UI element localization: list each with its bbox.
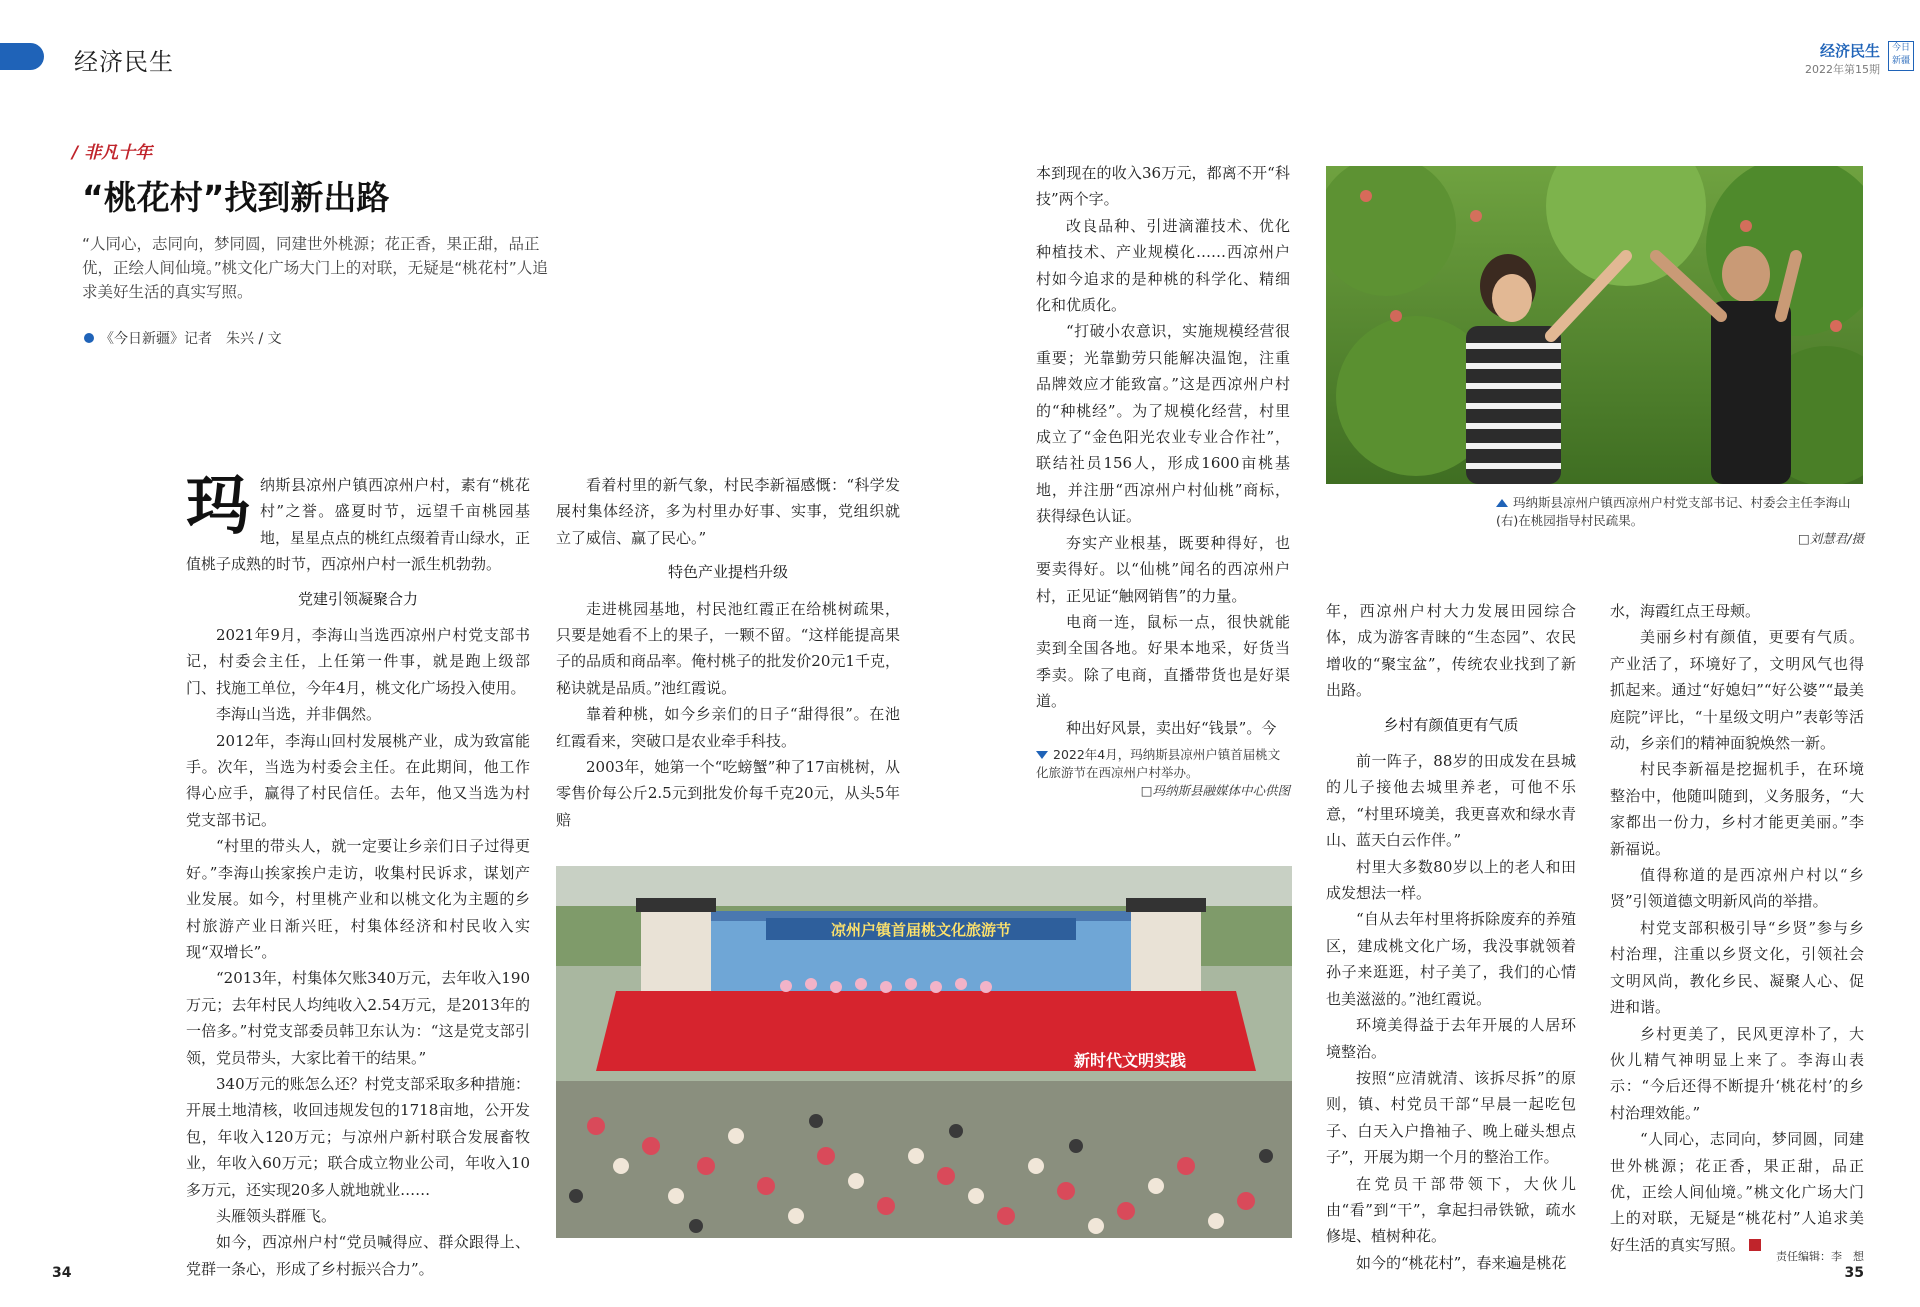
photo-festival-image <box>556 866 1292 1238</box>
subheading-village-style: 乡村有颜值更有气质 <box>1383 715 1519 734</box>
paragraph: 看着村里的新气象，村民李新福感慨：“科学发展村集体经济，多为村里办好事、实事，党组织就立了威信、赢了民心。” <box>556 476 900 547</box>
paragraph: 2021年9月，李海山当选西凉州户村党支部书记，村委会主任，上任第一件事，就是跑上级部门、找施工单位，今年4月，桃文化广场投入使用。 <box>186 626 530 697</box>
page-number-left: 34 <box>52 1265 72 1281</box>
paragraph: 电商一连，鼠标一点，很快就能卖到全国各地。好果本地采，好货当季卖。除了电商，直播带货也是好渠道。 <box>1036 612 1290 711</box>
caption-pointer-icon <box>1036 751 1048 759</box>
subheading-party-building: 党建引领凝聚合力 <box>297 589 418 608</box>
paragraph: 李海山当选，并非偶然。 <box>216 705 382 724</box>
paragraph: “村里的带头人，就一定要让乡亲们日子过得更好。”李海山挨家挨户走访，收集村民诉求，谋划产业发展。如今，村里桃产业和以桃文化为主题的乡村旅游产业日渐兴旺，村集体经济和村民收入实现“双增长”。 <box>186 837 530 961</box>
byline-dot-icon <box>84 333 94 343</box>
masthead-issue: 2022年第15期 <box>1805 63 1880 76</box>
photo-peach-orchard <box>1326 166 1863 484</box>
paragraph: 种出好风景，卖出好“钱景”。今 <box>1066 718 1277 737</box>
masthead-section: 经济民生 <box>1819 42 1880 60</box>
article-column-2 <box>556 472 900 833</box>
paragraph: 走进桃园基地，村民池红霞正在给桃树疏果，只要是她看不上的果子，一颗不留。“这样能提高果子的品质和商品率。俺村桃子的批发价20元1千克，秘诀就是品质。”池红霞说。 <box>556 599 900 697</box>
article-column-1 <box>186 469 531 1282</box>
photo1-credit: □刘慧君/摄 <box>1797 531 1864 546</box>
page-number-right: 35 <box>1844 1265 1864 1281</box>
paragraph: 前一阵子，88岁的田成发在县城的儿子接他去城里养老，可他不乐意，“村里环境美，我更喜欢和绿水青山、蓝天白云作伴。” <box>1326 752 1576 850</box>
magazine-logo-badge: 今日 新疆 <box>1888 41 1914 71</box>
article-column-4 <box>1326 598 1576 1276</box>
photo1-caption: 玛纳斯县凉州户镇西凉州户村党支部书记、村委会主任李海山(右)在桃园指导村民疏果。 □刘慧君/摄 <box>1496 495 1864 546</box>
photo2-caption: 2022年4月，玛纳斯县凉州户镇首届桃文化旅游节在西凉州户村举办。 □玛纳斯县融媒体中心供图 <box>1036 747 1290 798</box>
paragraph: 美丽乡村有颜值，更要有气质。产业活了，环境好了，文明风气也得抓起来。通过“好媳妇”“好公婆”“最美庭院”评比，“十星级文明户”表彰等活动，乡亲们的精神面貌焕然一新。 <box>1610 628 1864 753</box>
paragraph: 本到现在的收入36万元，都离不开“科技”两个字。 <box>1036 164 1290 209</box>
kicker-slash-icon: / <box>72 143 79 163</box>
editor-credit: 责任编辑：李 想 <box>1776 1250 1864 1263</box>
paragraph: 在党员干部带领下，大伙儿由“看”到“干”，拿起扫帚铁锨，疏水修堤、植树种花。 <box>1326 1174 1576 1246</box>
photo-orchard-image <box>1326 166 1863 484</box>
paragraph: “自从去年村里将拆除废弃的养殖区，建成桃文化广场，我没事就领着孙子来逛逛，村子美了，我们的心情也美滋滋的。”池红霞说。 <box>1326 910 1576 1008</box>
photo-peach-festival <box>556 866 1292 1238</box>
paragraph: 水，海霞红点王母颊。 <box>1610 602 1761 620</box>
paragraph: 如今的“桃花村”，春来遍是桃花 <box>1356 1253 1567 1272</box>
section-title-left: 经济民生 <box>74 48 174 76</box>
article-kicker: / 非凡十年 <box>72 143 153 163</box>
paragraph: 2012年，李海山回村发展桃产业，成为致富能手。次年，当选为村委会主任。在此期间，他工作得心应手，赢得了村民信任。去年，他又当选为村党支部书记。 <box>186 731 530 829</box>
article-column-5 <box>1610 598 1864 1258</box>
paragraph: 改良品种、引进滴灌技术、优化种植技术、产业规模化……西凉州户村如今追求的是种桃的科学化、精细化和优质化。 <box>1036 216 1290 315</box>
paragraph: 值得称道的是西凉州户村以“乡贤”引领道德文明新风尚的举措。 <box>1610 866 1864 911</box>
article-end-mark-icon <box>1749 1239 1761 1251</box>
paragraph: “打破小农意识，实施规模经营很重要；光靠勤劳只能解决温饱，注重品牌效应才能致富。”这是西凉州户村的“种桃经”。为了规模化经营，村里成立了“金色阳光农业专业合作社”，联结社员156人，形成1600亩桃基地，并注册“西凉州户村仙桃”商标，获得绿色认证。 <box>1036 322 1290 526</box>
article-byline: 《今日新疆》记者 朱兴 / 文 <box>84 328 282 348</box>
paragraph: 村党支部积极引导“乡贤”参与乡村治理，注重以乡贤文化，引领社会文明风尚，教化乡民、凝聚人心、促进和谐。 <box>1610 918 1864 1017</box>
paragraph: 村民李新福是挖掘机手，在环境整治中，他随叫随到，义务服务，“大家都出一份力，乡村才能更美丽。”李新福说。 <box>1610 760 1864 858</box>
paragraph: 头雁领头群雁飞。 <box>216 1206 337 1225</box>
paragraph: 村里大多数80岁以上的老人和田成发想法一样。 <box>1326 857 1576 903</box>
caption-pointer-icon <box>1496 499 1508 507</box>
paragraph: 2003年，她第一个“吃螃蟹”种了17亩桃树，从零售价每公斤2.5元到批发价每千克20元，从头5年赔 <box>556 758 900 829</box>
article-lead: “人同心，志同向，梦同圆，同建世外桃源；花正香，果正甜，品正优，正绘人间仙境。”桃文化广场大门上的对联，无疑是“桃花村”人追求美好生活的真实写照。 <box>82 235 548 301</box>
civilization-sign-text: 新时代文明实践 <box>1073 1051 1186 1070</box>
paragraph: “2013年，村集体欠账340万元，去年收入190万元；去年村民人均纯收入2.54万元，是2013年的一倍多。”村党支部委员韩卫东认为：“这是党支部引领，党员带头，大家比着干的结果。” <box>186 969 530 1067</box>
festival-banner-text: 凉州户镇首届桃文化旅游节 <box>830 921 1012 939</box>
paragraph: 340万元的账怎么还？村党支部采取多种措施：开展土地清核，收回违规发包的1718亩地，公开发包，年收入120万元；与凉州户新村联合发展畜牧业，年收入60万元；联合成立物业公司，年收入10多万元，还实现20多人就地就业…… <box>186 1074 530 1199</box>
article-title: “桃花村”找到新出路 <box>82 178 390 217</box>
masthead <box>1805 40 1880 77</box>
article-column-3 <box>1036 160 1290 741</box>
paragraph: 按照“应清就清、该拆尽拆”的原则，镇、村党员干部“早晨一起吃包子、白天入户撸袖子、晚上碰头想点子”，开展为期一个月的整治工作。 <box>1326 1068 1576 1167</box>
section-tab-marker <box>0 43 44 70</box>
subheading-industry-upgrade: 特色产业提档升级 <box>667 563 788 582</box>
paragraph: “人同心，志同向，梦同圆，同建世外桃源；花正香，果正甜，品正优，正绘人间仙境。”桃文化广场大门上的对联，无疑是“桃花村”人追求美好生活的真实写照。 <box>1610 1130 1864 1254</box>
photo2-credit: □玛纳斯县融媒体中心供图 <box>1140 783 1290 798</box>
paragraph: 年，西凉州户村大力发展田园综合体，成为游客青睐的“生态园”、农民增收的“聚宝盆”，传统农业找到了新出路。 <box>1326 602 1576 700</box>
paragraph: 靠着种桃，如今乡亲们的日子“甜得很”。在池红霞看来，突破口是农业牵手科技。 <box>556 705 900 750</box>
paragraph: 如今，西凉州户村“党员喊得应、群众跟得上、党群一条心，形成了乡村振兴合力”。 <box>186 1233 530 1278</box>
paragraph: 环境美得益于去年开展的人居环境整治。 <box>1326 1016 1576 1061</box>
paragraph: 乡村更美了，民风更淳朴了，大伙儿精气神明显上来了。李海山表示：“今后还得不断提升‘桃花村’的乡村治理效能。” <box>1610 1024 1864 1122</box>
intro-paragraph: 玛纳斯县凉州户镇西凉州户村，素有“桃花村”之誉。盛夏时节，远望千亩桃园基地，星星点点的桃红点缀着青山绿水，正值桃子成熟的时节，西凉州户村一派生机勃勃。 <box>186 469 531 574</box>
paragraph: 夯实产业根基，既要种得好，也要卖得好。以“仙桃”闻名的西凉州户村，正见证“触网销售”的力量。 <box>1036 533 1290 605</box>
drop-cap: 玛 <box>186 469 250 544</box>
